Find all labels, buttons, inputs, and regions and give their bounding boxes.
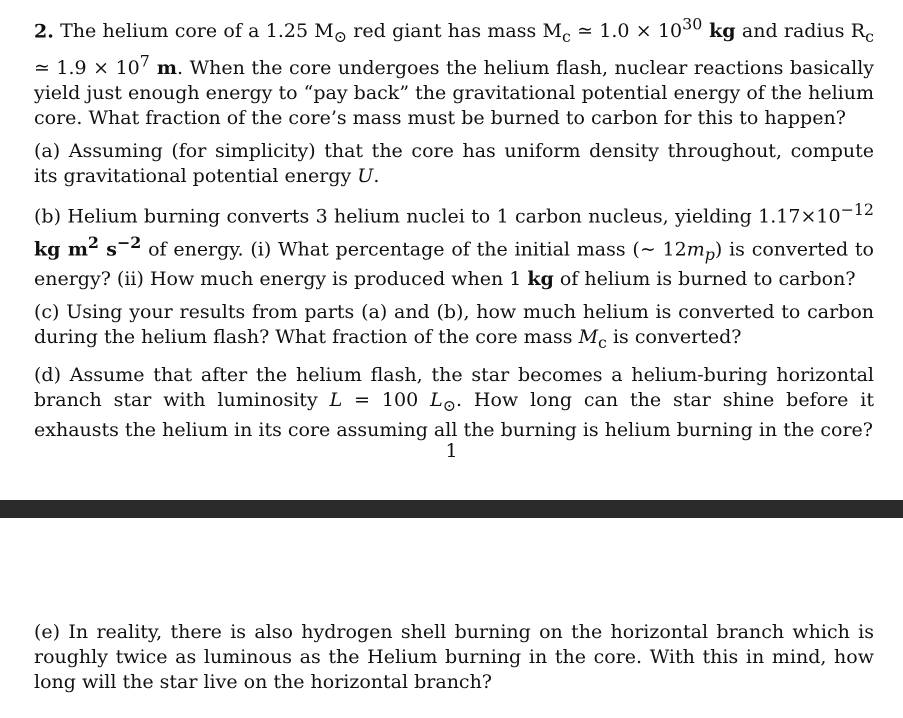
- variable-m: M: [578, 325, 599, 348]
- sun-symbol: ⊙: [333, 27, 348, 47]
- part-e: [34, 620, 874, 695]
- intro-segment: The helium core of a 1.25 M: [60, 20, 334, 43]
- part-b-text: ) is converted to energy? (ii) How much energy is produced when 1: [34, 238, 874, 290]
- sun-symbol: ⊙: [442, 395, 456, 415]
- intro-segment: . When the core undergoes the helium flash, nuclear reactions basically yield just enough energy to “pay back” the gravitational potential energy of the helium core. What fraction of the core’s mass must be burned to carbon for this to happen?: [34, 57, 875, 130]
- part-d-text: Assume that after the helium flash, the star becomes a helium-buring horizontal branch star with luminosity: [34, 363, 874, 411]
- intro-text: [34, 15, 875, 130]
- part-c-label: (c): [34, 300, 60, 323]
- exponent: −2: [117, 232, 142, 252]
- intro-segment: ≃ 1.9 × 10: [34, 57, 140, 80]
- part-d-text: . How long can the star shine before it exhausts the helium in its core assuming all the burning is helium burning in the core?: [34, 388, 874, 441]
- part-e-label: (e): [34, 621, 61, 643]
- exponent: 30: [682, 15, 703, 34]
- variable-m: m: [686, 238, 705, 261]
- problem-number: 2.: [34, 20, 54, 43]
- part-b-text: of energy. (i) What percentage of the initial mass (∼ 12: [141, 238, 687, 261]
- part-a-text: Assuming (for simplicity) that the core has uniform density throughout, compute its gravitational potential energy: [34, 140, 874, 188]
- part-a-label: (a): [34, 140, 61, 163]
- unit-kg: kg: [702, 20, 736, 43]
- part-d-label: (d): [34, 363, 61, 386]
- part-c: [34, 300, 874, 355]
- page-break-bar: [0, 500, 903, 518]
- page-bottom: [0, 518, 903, 718]
- subscript-c: c: [598, 332, 607, 352]
- part-a-text: .: [373, 165, 380, 188]
- unit-kg-m: kg m: [34, 238, 88, 261]
- page-number: 1: [445, 440, 458, 462]
- problem-body: [34, 12, 874, 451]
- exponent: −12: [840, 200, 874, 220]
- variable-l: L: [329, 388, 343, 411]
- intro-segment: ≃ 1.0 × 10: [570, 20, 683, 43]
- variable-u: U: [357, 165, 374, 188]
- problem-intro: [34, 12, 874, 131]
- part-b-text: of helium is burned to carbon?: [553, 267, 856, 290]
- variable-l: L: [430, 388, 443, 411]
- exponent: 2: [87, 232, 99, 252]
- part-d: [34, 363, 874, 443]
- part-b-label: (b): [34, 205, 61, 228]
- unit-m: m: [149, 57, 178, 80]
- exponent: 7: [139, 52, 150, 72]
- subscript-p: p: [704, 244, 715, 264]
- unit-s: s: [98, 238, 117, 261]
- part-e-text: In reality, there is also hydrogen shell burning on the horizontal branch which is roughly twice as luminous as the Helium burning in the core. With this in mind, how long will the star live on the horizontal branch?: [34, 621, 875, 693]
- subscript-c: c: [561, 27, 571, 47]
- intro-segment: and radius R: [735, 20, 866, 43]
- part-d-text: = 100: [342, 388, 431, 411]
- part-c-text: is converted?: [606, 325, 742, 348]
- intro-segment: red giant has mass M: [347, 20, 562, 43]
- subscript-c: c: [865, 27, 874, 47]
- part-b-text: Helium burning converts 3 helium nuclei to 1 carbon nucleus, yielding 1.17×10: [67, 205, 841, 228]
- part-b: [34, 197, 874, 291]
- part-a: [34, 139, 874, 189]
- unit-kg: kg: [527, 267, 554, 290]
- part-c-text: Using your results from parts (a) and (b), how much helium is converted to carbon during the helium flash? What fraction of the core mass: [34, 300, 874, 348]
